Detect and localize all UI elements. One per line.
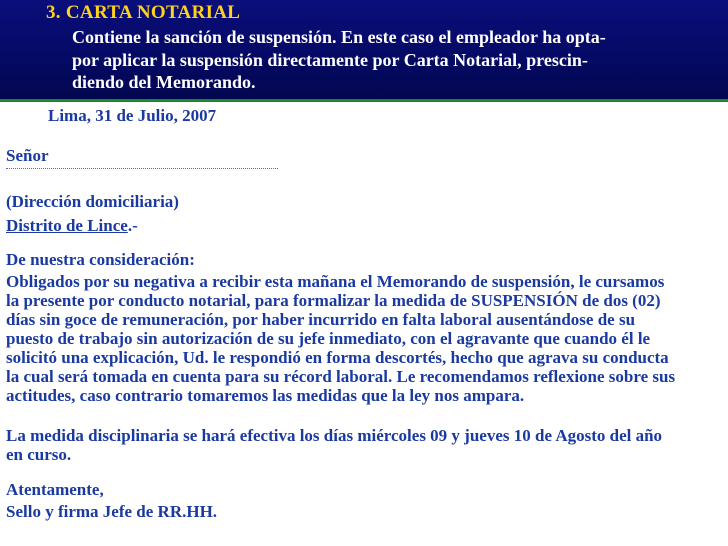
- signature-text: Sello y firma Jefe de RR.HH: [6, 502, 213, 521]
- letter-district: [6, 216, 138, 235]
- notarial-letter: [0, 102, 728, 546]
- description-line: Contiene la sanción de suspensión. En este caso el empleador ha opta-: [72, 27, 606, 47]
- letter-address: (Dirección domiciliaria): [6, 192, 179, 211]
- recipient-name-placeholder: [6, 168, 278, 169]
- letter-date: Lima, 31 de Julio, 2007: [48, 106, 217, 125]
- paragraph-line: puesto de trabajo sin autorización de su jefe inmediato, con el agravante que cuando él le: [6, 329, 651, 348]
- letter-salutation: Señor: [6, 146, 49, 165]
- paragraph-line: la presente por conducto notarial, para formalizar la medida de SUSPENSIÓN de dos (02): [6, 291, 661, 310]
- letter-closing: Atentamente,: [6, 480, 104, 499]
- description-line: diendo del Memorando.: [72, 72, 256, 92]
- signature-suffix: .: [212, 502, 218, 521]
- paragraph-line: la cual será tomada en cuenta para su récord laboral. Le recomendamos reflexione sobre sus: [6, 367, 676, 386]
- paragraph-line: actitudes, caso contrario tomaremos las medidas que la ley nos ampara.: [6, 386, 525, 405]
- letter-paragraph-2: [6, 426, 722, 464]
- slide-title: 3. CARTA NOTARIAL: [46, 2, 241, 23]
- letter-signature: [6, 502, 217, 521]
- district-name: Distrito de Lince: [6, 216, 128, 235]
- paragraph-line: solicitó una explicación, Ud. le respondió en forma descortés, hecho que agrava su conducta: [6, 348, 669, 367]
- description-line: por aplicar la suspensión directamente por Carta Notarial, prescin-: [72, 49, 588, 70]
- paragraph-line: días sin goce de remuneración, por haber incurrido en falta laboral ausentándose de su: [6, 310, 636, 329]
- slide-description: [72, 26, 712, 94]
- paragraph-line: La medida disciplinaria se hará efectiva los días miércoles 09 y jueves 10 de Agosto del año: [6, 426, 663, 445]
- letter-greeting: De nuestra consideración:: [6, 250, 195, 269]
- paragraph-line: Obligados por su negativa a recibir esta mañana el Memorando de suspensión, le cursamos: [6, 272, 665, 291]
- paragraph-line: en curso.: [6, 445, 72, 464]
- district-suffix: .-: [127, 216, 138, 235]
- letter-paragraph-1: [6, 272, 722, 405]
- slide-header: [0, 0, 728, 102]
